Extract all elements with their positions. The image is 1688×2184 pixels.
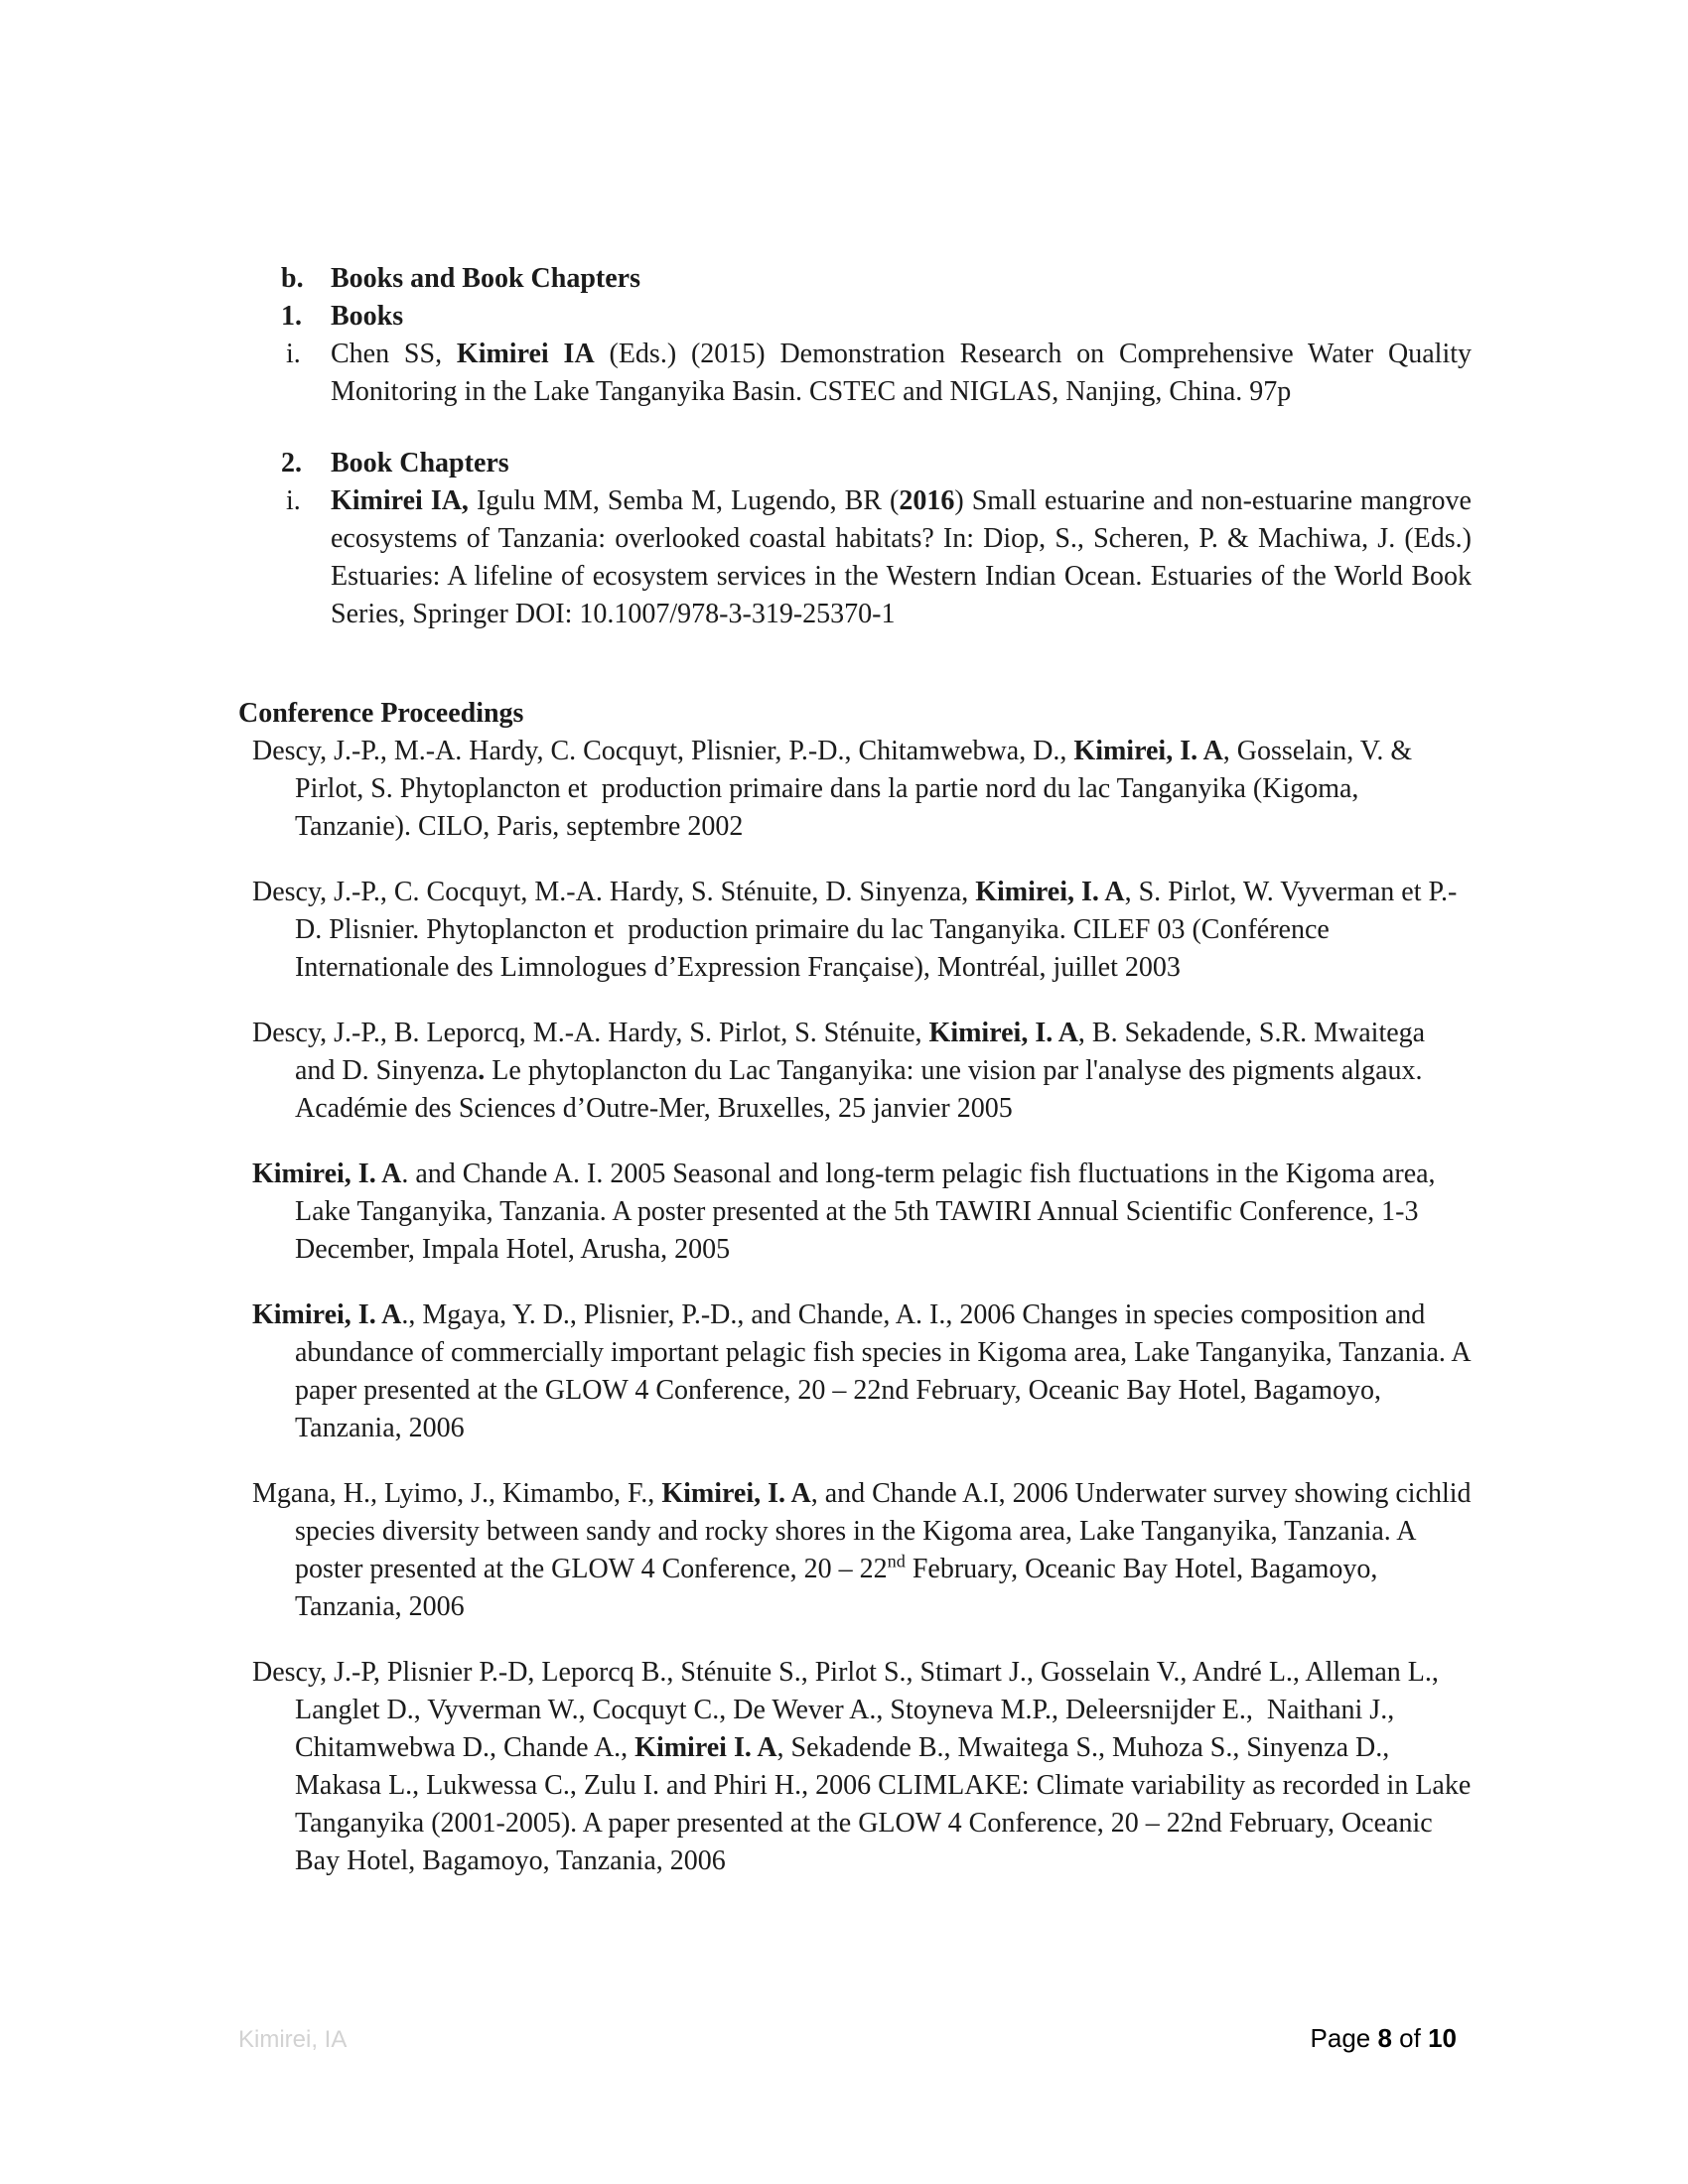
list-marker-b: b.	[281, 263, 304, 294]
list-marker-i2: i.	[286, 485, 301, 516]
page-footer	[238, 2023, 1457, 2054]
footer-author: Kimirei, IA	[238, 2026, 348, 2053]
conference-entry: Descy, J.-P, Plisnier P.-D, Leporcq B., Sténuite S., Pirlot S., Stimart J., Gosselain V., André L., Alleman L., Langlet D., Vyverman W., Cocquyt C., De Wever A., Stoyneva M.P., Deleersnijder E., Naithani J., Chitamwebwa D., Chande A., Kimirei I. A, Sekadende B., Mwaitega S., Muhoza S., Sinyenza D., Makasa L., Lukwessa C., Zulu I. and Phiri H., 2006 CLIMLAKE: Climate variability as recorded in Lake Tanganyika (2001-2005). A paper presented at the GLOW 4 Conference, 20 – 22nd February, Oceanic Bay Hotel, Bagamoyo, Tanzania, 2006	[252, 1657, 1477, 1876]
books-section	[238, 260, 1479, 633]
book-entry	[238, 336, 1479, 411]
books-subheading-label: Books	[331, 301, 404, 332]
books-section-heading-label: Books and Book Chapters	[331, 263, 640, 294]
page-content	[238, 260, 1479, 1880]
conference-entry: Descy, J.-P., M.-A. Hardy, C. Cocquyt, Plisnier, P.-D., Chitamwebwa, D., Kimirei, I. A, Gosselain, V. & Pirlot, S. Phytoplancton et production primaire dans la partie nord du lac Tanganyika (Kigoma, Tanzanie). CILO, Paris, septembre 2002	[252, 736, 1420, 842]
conference-entry: Kimirei, I. A. and Chande A. I. 2005 Seasonal and long-term pelagic fish fluctuations in the Kigoma area, Lake Tanganyika, Tanzania. A poster presented at the 5th TAWIRI Annual Scientific Conference, 1-3 December, Impala Hotel, Arusha, 2005	[252, 1159, 1443, 1265]
conference-section	[238, 695, 1478, 1880]
conference-entry: Descy, J.-P., C. Cocquyt, M.-A. Hardy, S. Sténuite, D. Sinyenza, Kimirei, I. A, S. Pirlot, W. Vyverman et P.-D. Plisnier. Phytoplancton et production primaire du lac Tanganyika. CILEF 03 (Conférence Internationale des Limnologues d’Expression Française), Montréal, juillet 2003	[252, 877, 1458, 983]
book-entry-text: Chen SS, Kimirei IA (Eds.) (2015) Demonstration Research on Comprehensive Water Quality Monitoring in the Lake Tanganyika Basin. CSTEC and NIGLAS, Nanjing, China. 97p	[331, 339, 1479, 407]
chapters-subheading	[238, 445, 1472, 482]
footer-page-number: Page 8 of 10	[1310, 2023, 1457, 2053]
books-section-heading	[238, 260, 1472, 298]
conference-heading: Conference Proceedings	[238, 698, 524, 729]
book-chapter-entry-text: Kimirei IA, Igulu MM, Semba M, Lugendo, BR (2016) Small estuarine and non-estuarine mangrove ecosystems of Tanzania: overlooked coastal habitats? In: Diop, S., Scheren, P. & Machiwa, J. (Eds.) Estuaries: A lifeline of ecosystem services in the Western Indian Ocean. Estuaries of the World Book Series, Springer DOI: 10.1007/978-3-319-25370-1	[331, 485, 1478, 629]
books-subheading	[238, 298, 1472, 336]
conference-entry: Mgana, H., Lyimo, J., Kimambo, F., Kimirei, I. A, and Chande A.I, 2006 Underwater survey showing cichlid species diversity between sandy and rocky shores in the Kigoma area, Lake Tanganyika, Tanzania. A poster presented at the GLOW 4 Conference, 20 – 22nd February, Oceanic Bay Hotel, Bagamoyo, Tanzania, 2006	[252, 1478, 1478, 1622]
conference-entry: Descy, J.-P., B. Leporcq, M.-A. Hardy, S. Pirlot, S. Sténuite, Kimirei, I. A, B. Sekadende, S.R. Mwaitega and D. Sinyenza. Le phytoplancton du Lac Tanganyika: une vision par l'analyse des pigments algaux. Académie des Sciences d’Outre-Mer, Bruxelles, 25 janvier 2005	[252, 1018, 1433, 1124]
book-chapter-entry	[238, 482, 1478, 633]
list-marker-i: i.	[286, 339, 301, 369]
chapters-subheading-label: Book Chapters	[331, 448, 509, 478]
list-marker-1: 1.	[281, 301, 302, 332]
list-marker-2: 2.	[281, 448, 302, 478]
conference-entry: Kimirei, I. A., Mgaya, Y. D., Plisnier, P.-D., and Chande, A. I., 2006 Changes in species composition and abundance of commercially important pelagic fish species in Kigoma area, Lake Tanganyika, Tanzania. A paper presented at the GLOW 4 Conference, 20 – 22nd February, Oceanic Bay Hotel, Bagamoyo, Tanzania, 2006	[252, 1299, 1477, 1443]
